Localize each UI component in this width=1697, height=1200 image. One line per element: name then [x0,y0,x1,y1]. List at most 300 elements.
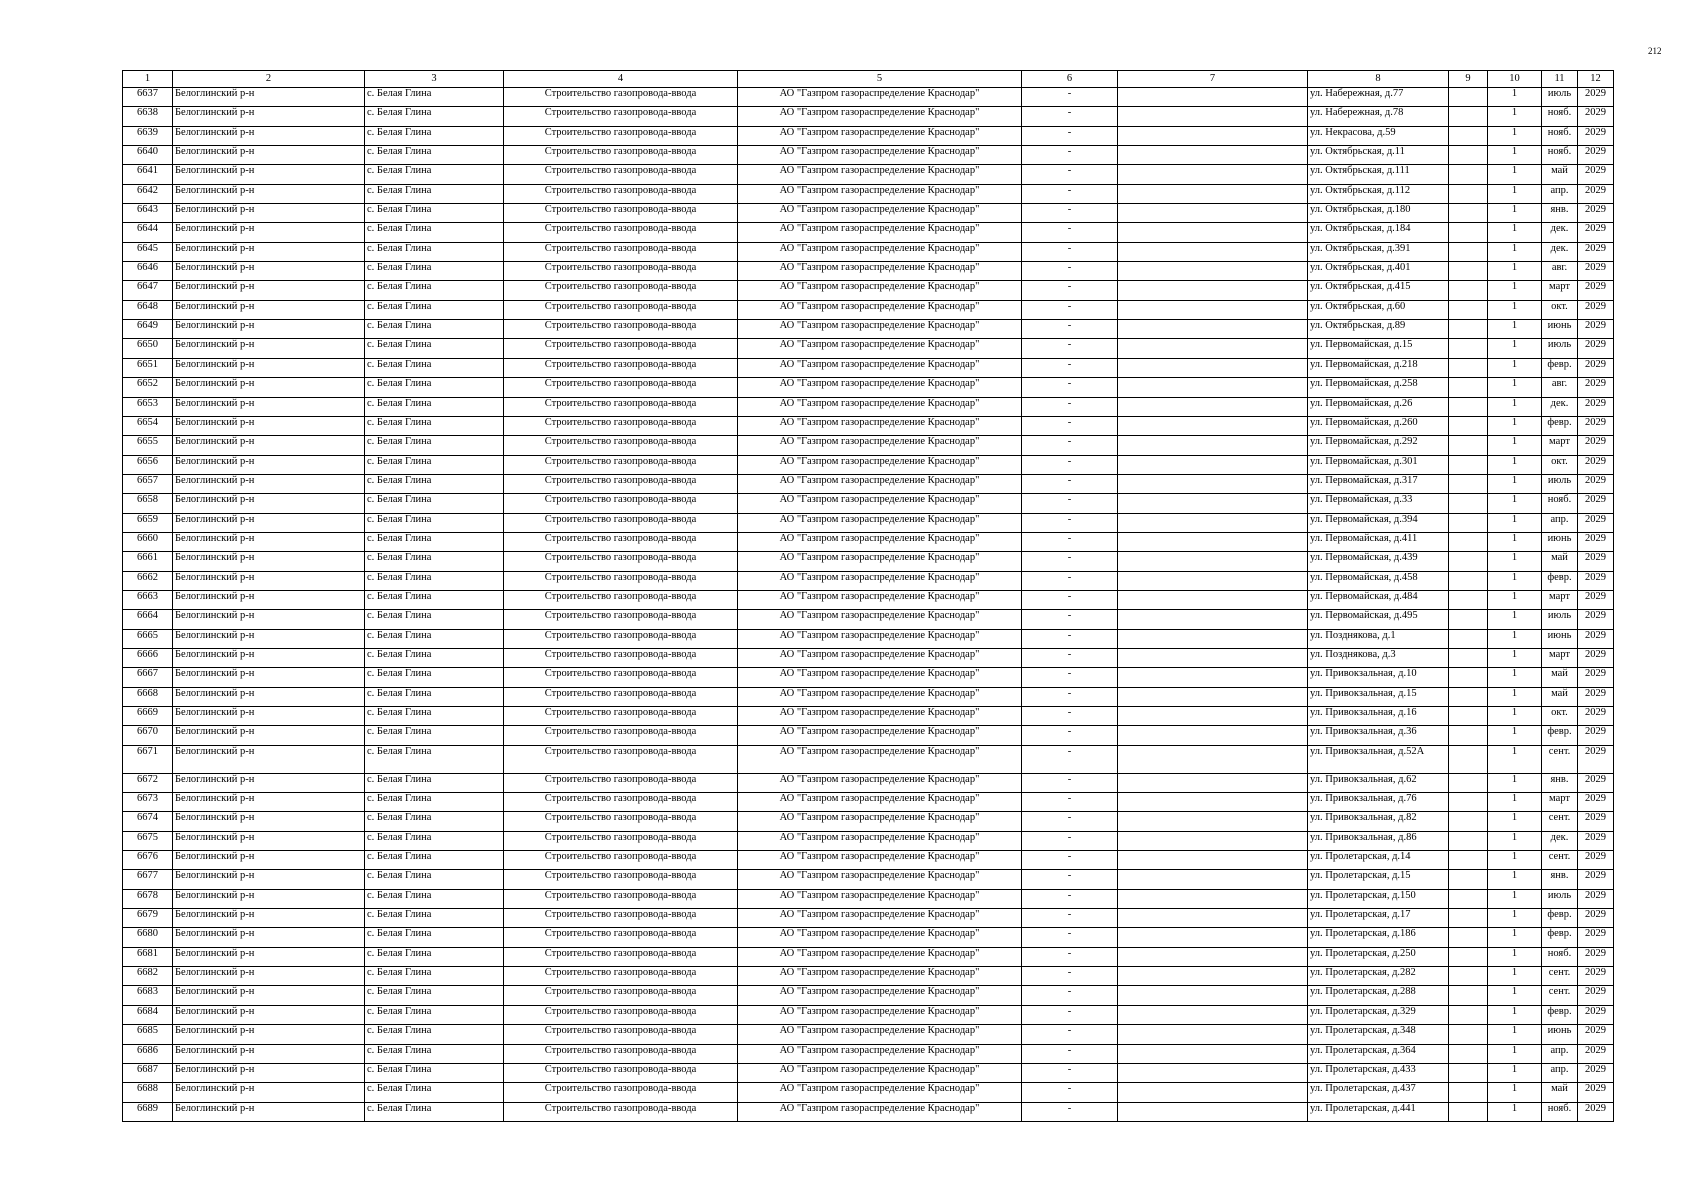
column-9-cell [1449,88,1488,107]
year-cell: 2029 [1578,242,1614,261]
column-7-cell [1118,416,1308,435]
column-9-cell [1449,870,1488,889]
month-cell: дек. [1542,223,1578,242]
address-cell: ул. Октябрьская, д.89 [1308,320,1449,339]
address-cell: ул. Октябрьская, д.184 [1308,223,1449,242]
district-cell: Белоглинский р-н [173,629,365,648]
column-9-cell [1449,262,1488,281]
settlement-cell: с. Белая Глина [365,668,504,687]
table-row [123,300,1614,319]
month-cell: май [1542,668,1578,687]
settlement-cell: с. Белая Глина [365,889,504,908]
header-cell: 5 [738,71,1022,88]
month-cell: июнь [1542,1025,1578,1044]
organization-cell: АО "Газпром газораспределение Краснодар" [738,107,1022,126]
column-7-cell [1118,831,1308,850]
year-cell: 2029 [1578,436,1614,455]
column-9-cell [1449,648,1488,667]
work-type-cell: Строительство газопровода-ввода [504,281,738,300]
year-cell: 2029 [1578,165,1614,184]
column-6-cell: - [1022,184,1118,203]
address-cell: ул. Набережная, д.77 [1308,88,1449,107]
column-9-cell [1449,378,1488,397]
row-number-cell: 6662 [123,571,173,590]
month-cell: янв. [1542,773,1578,792]
quantity-cell: 1 [1488,494,1542,513]
district-cell: Белоглинский р-н [173,397,365,416]
month-cell: нояб. [1542,126,1578,145]
district-cell: Белоглинский р-н [173,204,365,223]
organization-cell: АО "Газпром газораспределение Краснодар" [738,889,1022,908]
quantity-cell: 1 [1488,745,1542,773]
column-6-cell: - [1022,851,1118,870]
header-cell: 11 [1542,71,1578,88]
organization-cell: АО "Газпром газораспределение Краснодар" [738,1083,1022,1102]
month-cell: февр. [1542,571,1578,590]
column-6-cell: - [1022,532,1118,551]
column-9-cell [1449,629,1488,648]
work-type-cell: Строительство газопровода-ввода [504,126,738,145]
address-cell: ул. Первомайская, д.439 [1308,552,1449,571]
row-number-cell: 6684 [123,1005,173,1024]
address-cell: ул. Пролетарская, д.250 [1308,947,1449,966]
column-7-cell [1118,88,1308,107]
district-cell: Белоглинский р-н [173,1063,365,1082]
column-7-cell [1118,552,1308,571]
row-number-cell: 6643 [123,204,173,223]
column-7-cell [1118,870,1308,889]
year-cell: 2029 [1578,339,1614,358]
quantity-cell: 1 [1488,812,1542,831]
column-9-cell [1449,1083,1488,1102]
work-type-cell: Строительство газопровода-ввода [504,610,738,629]
table-row [123,590,1614,609]
quantity-cell: 1 [1488,648,1542,667]
column-7-cell [1118,300,1308,319]
work-type-cell: Строительство газопровода-ввода [504,793,738,812]
settlement-cell: с. Белая Глина [365,397,504,416]
column-6-cell: - [1022,262,1118,281]
column-9-cell [1449,1102,1488,1121]
quantity-cell: 1 [1488,629,1542,648]
address-cell: ул. Октябрьская, д.415 [1308,281,1449,300]
column-6-cell: - [1022,947,1118,966]
row-number-cell: 6668 [123,687,173,706]
quantity-cell: 1 [1488,707,1542,726]
column-6-cell: - [1022,339,1118,358]
month-cell: июль [1542,339,1578,358]
column-7-cell [1118,629,1308,648]
address-cell: ул. Октябрьская, д.391 [1308,242,1449,261]
year-cell: 2029 [1578,262,1614,281]
column-9-cell [1449,107,1488,126]
district-cell: Белоглинский р-н [173,146,365,165]
column-9-cell [1449,707,1488,726]
month-cell: дек. [1542,242,1578,261]
column-6-cell: - [1022,1083,1118,1102]
column-7-cell [1118,668,1308,687]
organization-cell: АО "Газпром газораспределение Краснодар" [738,928,1022,947]
organization-cell: АО "Газпром газораспределение Краснодар" [738,986,1022,1005]
district-cell: Белоглинский р-н [173,745,365,773]
organization-cell: АО "Газпром газораспределение Краснодар" [738,629,1022,648]
month-cell: апр. [1542,513,1578,532]
quantity-cell: 1 [1488,590,1542,609]
column-6-cell: - [1022,745,1118,773]
organization-cell: АО "Газпром газораспределение Краснодар" [738,571,1022,590]
column-7-cell [1118,909,1308,928]
organization-cell: АО "Газпром газораспределение Краснодар" [738,358,1022,377]
district-cell: Белоглинский р-н [173,300,365,319]
district-cell: Белоглинский р-н [173,184,365,203]
work-type-cell: Строительство газопровода-ввода [504,1102,738,1121]
row-number-cell: 6687 [123,1063,173,1082]
work-type-cell: Строительство газопровода-ввода [504,1063,738,1082]
column-9-cell [1449,1025,1488,1044]
year-cell: 2029 [1578,726,1614,745]
year-cell: 2029 [1578,146,1614,165]
address-cell: ул. Первомайская, д.495 [1308,610,1449,629]
column-9-cell [1449,397,1488,416]
row-number-cell: 6639 [123,126,173,145]
address-cell: ул. Первомайская, д.484 [1308,590,1449,609]
organization-cell: АО "Газпром газораспределение Краснодар" [738,707,1022,726]
settlement-cell: с. Белая Глина [365,1063,504,1082]
address-cell: ул. Пролетарская, д.364 [1308,1044,1449,1063]
month-cell: февр. [1542,416,1578,435]
address-cell: ул. Октябрьская, д.180 [1308,204,1449,223]
address-cell: ул. Некрасова, д.59 [1308,126,1449,145]
column-7-cell [1118,126,1308,145]
row-number-cell: 6665 [123,629,173,648]
address-cell: ул. Привокзальная, д.16 [1308,707,1449,726]
address-cell: ул. Октябрьская, д.401 [1308,262,1449,281]
quantity-cell: 1 [1488,107,1542,126]
month-cell: янв. [1542,870,1578,889]
column-6-cell: - [1022,242,1118,261]
organization-cell: АО "Газпром газораспределение Краснодар" [738,300,1022,319]
column-9-cell [1449,552,1488,571]
row-number-cell: 6647 [123,281,173,300]
month-cell: июль [1542,474,1578,493]
address-cell: ул. Октябрьская, д.11 [1308,146,1449,165]
work-type-cell: Строительство газопровода-ввода [504,1083,738,1102]
quantity-cell: 1 [1488,947,1542,966]
settlement-cell: с. Белая Глина [365,455,504,474]
row-number-cell: 6674 [123,812,173,831]
row-number-cell: 6656 [123,455,173,474]
column-9-cell [1449,831,1488,850]
quantity-cell: 1 [1488,281,1542,300]
address-cell: ул. Первомайская, д.15 [1308,339,1449,358]
district-cell: Белоглинский р-н [173,668,365,687]
column-6-cell: - [1022,146,1118,165]
table-row [123,773,1614,792]
month-cell: сент. [1542,986,1578,1005]
organization-cell: АО "Газпром газораспределение Краснодар" [738,513,1022,532]
quantity-cell: 1 [1488,204,1542,223]
work-type-cell: Строительство газопровода-ввода [504,986,738,1005]
organization-cell: АО "Газпром газораспределение Краснодар" [738,1005,1022,1024]
quantity-cell: 1 [1488,1025,1542,1044]
column-7-cell [1118,889,1308,908]
column-6-cell: - [1022,793,1118,812]
district-cell: Белоглинский р-н [173,870,365,889]
settlement-cell: с. Белая Глина [365,726,504,745]
month-cell: дек. [1542,831,1578,850]
work-type-cell: Строительство газопровода-ввода [504,629,738,648]
row-number-cell: 6683 [123,986,173,1005]
month-cell: нояб. [1542,947,1578,966]
organization-cell: АО "Газпром газораспределение Краснодар" [738,648,1022,667]
column-9-cell [1449,281,1488,300]
address-cell: ул. Пролетарская, д.437 [1308,1083,1449,1102]
district-cell: Белоглинский р-н [173,909,365,928]
organization-cell: АО "Газпром газораспределение Краснодар" [738,793,1022,812]
district-cell: Белоглинский р-н [173,416,365,435]
quantity-cell: 1 [1488,513,1542,532]
address-cell: ул. Первомайская, д.33 [1308,494,1449,513]
address-cell: ул. Первомайская, д.26 [1308,397,1449,416]
address-cell: ул. Привокзальная, д.10 [1308,668,1449,687]
work-type-cell: Строительство газопровода-ввода [504,146,738,165]
organization-cell: АО "Газпром газораспределение Краснодар" [738,339,1022,358]
work-type-cell: Строительство газопровода-ввода [504,870,738,889]
year-cell: 2029 [1578,986,1614,1005]
settlement-cell: с. Белая Глина [365,165,504,184]
month-cell: дек. [1542,397,1578,416]
year-cell: 2029 [1578,281,1614,300]
organization-cell: АО "Газпром газораспределение Краснодар" [738,165,1022,184]
column-6-cell: - [1022,552,1118,571]
quantity-cell: 1 [1488,571,1542,590]
table-row [123,494,1614,513]
settlement-cell: с. Белая Глина [365,793,504,812]
month-cell: май [1542,165,1578,184]
organization-cell: АО "Газпром газораспределение Краснодар" [738,532,1022,551]
work-type-cell: Строительство газопровода-ввода [504,358,738,377]
address-cell: ул. Первомайская, д.317 [1308,474,1449,493]
header-cell: 1 [123,71,173,88]
district-cell: Белоглинский р-н [173,165,365,184]
settlement-cell: с. Белая Глина [365,88,504,107]
quantity-cell: 1 [1488,455,1542,474]
organization-cell: АО "Газпром газораспределение Краснодар" [738,745,1022,773]
row-number-cell: 6646 [123,262,173,281]
row-number-cell: 6644 [123,223,173,242]
row-number-cell: 6640 [123,146,173,165]
month-cell: март [1542,648,1578,667]
organization-cell: АО "Газпром газораспределение Краснодар" [738,184,1022,203]
work-type-cell: Строительство газопровода-ввода [504,416,738,435]
quantity-cell: 1 [1488,358,1542,377]
settlement-cell: с. Белая Глина [365,552,504,571]
month-cell: авг. [1542,262,1578,281]
work-type-cell: Строительство газопровода-ввода [504,687,738,706]
year-cell: 2029 [1578,1102,1614,1121]
column-9-cell [1449,436,1488,455]
organization-cell: АО "Газпром газораспределение Краснодар" [738,726,1022,745]
table-body [123,88,1614,1122]
year-cell: 2029 [1578,773,1614,792]
address-cell: ул. Пролетарская, д.441 [1308,1102,1449,1121]
column-6-cell: - [1022,204,1118,223]
settlement-cell: с. Белая Глина [365,262,504,281]
organization-cell: АО "Газпром газораспределение Краснодар" [738,126,1022,145]
quantity-cell: 1 [1488,416,1542,435]
quantity-cell: 1 [1488,831,1542,850]
settlement-cell: с. Белая Глина [365,184,504,203]
column-6-cell: - [1022,707,1118,726]
quantity-cell: 1 [1488,397,1542,416]
year-cell: 2029 [1578,687,1614,706]
work-type-cell: Строительство газопровода-ввода [504,300,738,319]
settlement-cell: с. Белая Глина [365,947,504,966]
year-cell: 2029 [1578,870,1614,889]
row-number-cell: 6669 [123,707,173,726]
month-cell: сент. [1542,812,1578,831]
year-cell: 2029 [1578,88,1614,107]
table-row [123,687,1614,706]
month-cell: февр. [1542,1005,1578,1024]
row-number-cell: 6664 [123,610,173,629]
work-type-cell: Строительство газопровода-ввода [504,1025,738,1044]
column-9-cell [1449,687,1488,706]
year-cell: 2029 [1578,532,1614,551]
year-cell: 2029 [1578,107,1614,126]
row-number-cell: 6677 [123,870,173,889]
column-9-cell [1449,909,1488,928]
settlement-cell: с. Белая Глина [365,967,504,986]
work-type-cell: Строительство газопровода-ввода [504,812,738,831]
column-9-cell [1449,947,1488,966]
month-cell: июнь [1542,629,1578,648]
column-6-cell: - [1022,986,1118,1005]
settlement-cell: с. Белая Глина [365,436,504,455]
quantity-cell: 1 [1488,793,1542,812]
settlement-cell: с. Белая Глина [365,223,504,242]
work-type-cell: Строительство газопровода-ввода [504,947,738,966]
settlement-cell: с. Белая Глина [365,870,504,889]
table-row [123,262,1614,281]
address-cell: ул. Первомайская, д.301 [1308,455,1449,474]
district-cell: Белоглинский р-н [173,552,365,571]
organization-cell: АО "Газпром газораспределение Краснодар" [738,436,1022,455]
column-7-cell [1118,707,1308,726]
settlement-cell: с. Белая Глина [365,745,504,773]
district-cell: Белоглинский р-н [173,320,365,339]
settlement-cell: с. Белая Глина [365,281,504,300]
settlement-cell: с. Белая Глина [365,126,504,145]
address-cell: ул. Привокзальная, д.15 [1308,687,1449,706]
organization-cell: АО "Газпром газораспределение Краснодар" [738,397,1022,416]
organization-cell: АО "Газпром газораспределение Краснодар" [738,378,1022,397]
district-cell: Белоглинский р-н [173,812,365,831]
column-7-cell [1118,281,1308,300]
row-number-cell: 6654 [123,416,173,435]
header-row [123,71,1614,88]
column-6-cell: - [1022,416,1118,435]
work-type-cell: Строительство газопровода-ввода [504,745,738,773]
address-cell: ул. Первомайская, д.218 [1308,358,1449,377]
header-cell: 8 [1308,71,1449,88]
year-cell: 2029 [1578,184,1614,203]
column-9-cell [1449,812,1488,831]
organization-cell: АО "Газпром газораспределение Краснодар" [738,812,1022,831]
row-number-cell: 6678 [123,889,173,908]
table-row [123,358,1614,377]
work-type-cell: Строительство газопровода-ввода [504,436,738,455]
month-cell: июль [1542,88,1578,107]
year-cell: 2029 [1578,1063,1614,1082]
column-6-cell: - [1022,773,1118,792]
quantity-cell: 1 [1488,1005,1542,1024]
district-cell: Белоглинский р-н [173,223,365,242]
column-6-cell: - [1022,474,1118,493]
organization-cell: АО "Газпром газораспределение Краснодар" [738,967,1022,986]
row-number-cell: 6682 [123,967,173,986]
address-cell: ул. Привокзальная, д.52А [1308,745,1449,773]
month-cell: окт. [1542,300,1578,319]
work-type-cell: Строительство газопровода-ввода [504,928,738,947]
column-7-cell [1118,745,1308,773]
quantity-cell: 1 [1488,773,1542,792]
quantity-cell: 1 [1488,436,1542,455]
table-row [123,532,1614,551]
district-cell: Белоглинский р-н [173,793,365,812]
column-6-cell: - [1022,812,1118,831]
month-cell: сент. [1542,967,1578,986]
organization-cell: АО "Газпром газораспределение Краснодар" [738,870,1022,889]
header-cell: 12 [1578,71,1614,88]
address-cell: ул. Пролетарская, д.150 [1308,889,1449,908]
quantity-cell: 1 [1488,967,1542,986]
organization-cell: АО "Газпром газораспределение Краснодар" [738,320,1022,339]
column-7-cell [1118,262,1308,281]
month-cell: май [1542,687,1578,706]
column-6-cell: - [1022,1063,1118,1082]
quantity-cell: 1 [1488,1083,1542,1102]
table-row [123,1063,1614,1082]
address-cell: ул. Пролетарская, д.17 [1308,909,1449,928]
organization-cell: АО "Газпром газораспределение Краснодар" [738,687,1022,706]
district-cell: Белоглинский р-н [173,242,365,261]
district-cell: Белоглинский р-н [173,262,365,281]
column-7-cell [1118,242,1308,261]
district-cell: Белоглинский р-н [173,947,365,966]
address-cell: ул. Пролетарская, д.288 [1308,986,1449,1005]
settlement-cell: с. Белая Глина [365,146,504,165]
district-cell: Белоглинский р-н [173,281,365,300]
quantity-cell: 1 [1488,320,1542,339]
district-cell: Белоглинский р-н [173,436,365,455]
table-row [123,870,1614,889]
work-type-cell: Строительство газопровода-ввода [504,107,738,126]
work-type-cell: Строительство газопровода-ввода [504,242,738,261]
row-number-cell: 6686 [123,1044,173,1063]
gas-pipeline-table [122,70,1614,1122]
column-6-cell: - [1022,668,1118,687]
column-7-cell [1118,378,1308,397]
district-cell: Белоглинский р-н [173,889,365,908]
year-cell: 2029 [1578,513,1614,532]
column-7-cell [1118,773,1308,792]
address-cell: ул. Привокзальная, д.86 [1308,831,1449,850]
address-cell: ул. Позднякова, д.1 [1308,629,1449,648]
table-row [123,668,1614,687]
month-cell: нояб. [1542,146,1578,165]
district-cell: Белоглинский р-н [173,455,365,474]
